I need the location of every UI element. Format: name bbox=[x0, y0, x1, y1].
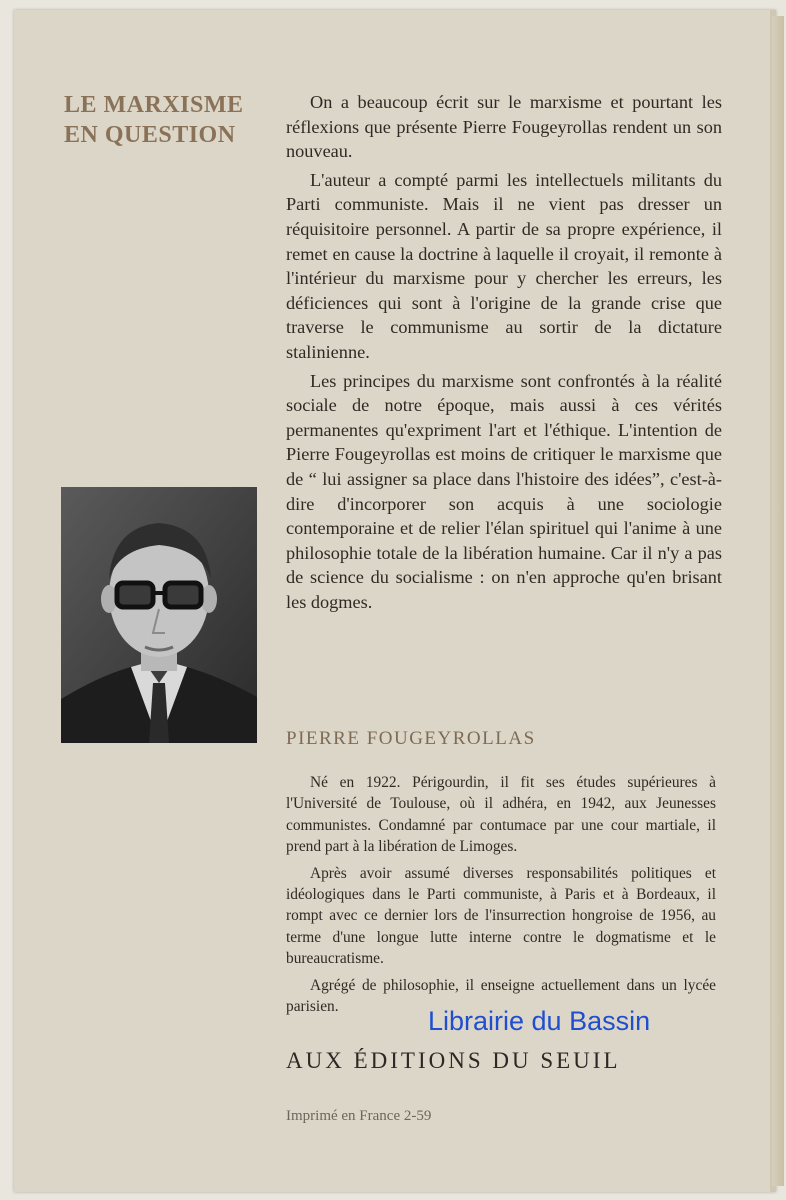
book-description bbox=[286, 90, 722, 618]
author-photo bbox=[61, 487, 257, 743]
print-info: Imprimé en France 2-59 bbox=[286, 1108, 432, 1124]
bio-paragraph: Agrégé de philosophie, il enseigne actuellement dans un lycée parisien. bbox=[286, 976, 716, 1016]
book-back-cover bbox=[14, 10, 776, 1192]
author-bio bbox=[286, 772, 716, 1022]
description-paragraph: L'auteur a compté parmi les intellectuels militants du Parti communiste. Mais il ne vient pas dresser un réquisitoire personnel. A partir de sa propre expérience, il remet en cause la doctrine à laquelle il croyait, il remonte à l'intérieur du marxisme pour y chercher les erreurs, les déficiences qui sont à l'origine de la grande crise que traverse le communisme au sortir de la dictature stalinienne. bbox=[286, 169, 722, 362]
bio-paragraph: Né en 1922. Périgourdin, il fit ses études supérieures à l'Université de Toulouse, où il adhéra, en 1942, aux Jeunesses communistes. Condamné par contumace par une cour martiale, il prend part à la libération de Limoges. bbox=[286, 774, 716, 856]
description-paragraph: Les principes du marxisme sont confrontés à la réalité sociale de notre époque, mais aussi à ces vérités permanentes qu'expriment l'art et l'éthique. L'intention de Pierre Fougeyrollas est moins de critiquer le marxisme que de “ lui assigner sa place dans l'histoire des idées”, c'est-à-dire d'incorporer son acquis à une sociologie contemporaine et de relier l'élan spirituel qui l'anime à une philosophie totale de la libération humaine. Car il n'y a pas de science du socialisme : on n'en approche qu'en brisant les dogmes. bbox=[286, 370, 722, 612]
publisher-name: AUX ÉDITIONS DU SEUIL bbox=[286, 1048, 621, 1073]
title-line-1: LE MARXISME bbox=[64, 92, 244, 118]
author-portrait-image bbox=[61, 487, 257, 743]
description-paragraph: On a beaucoup écrit sur le marxisme et pourtant les réflexions que présente Pierre Fougeyrollas rendent un son nouveau. bbox=[286, 92, 722, 162]
cover-edge bbox=[772, 16, 784, 1186]
bio-paragraph: Après avoir assumé diverses responsabilités politiques et idéologiques dans le Parti communiste, à Paris et à Bordeaux, il rompt avec ce dernier lors de l'insurrection hongroise de 1956, au terme d'une longue lutte interne contre le dogmatisme et le bureaucratisme. bbox=[286, 864, 716, 968]
author-name-heading: PIERRE FOUGEYROLLAS bbox=[286, 728, 536, 749]
book-title bbox=[64, 90, 274, 150]
title-line-2: EN QUESTION bbox=[64, 122, 236, 148]
seller-watermark: Librairie du Bassin bbox=[428, 1006, 651, 1036]
